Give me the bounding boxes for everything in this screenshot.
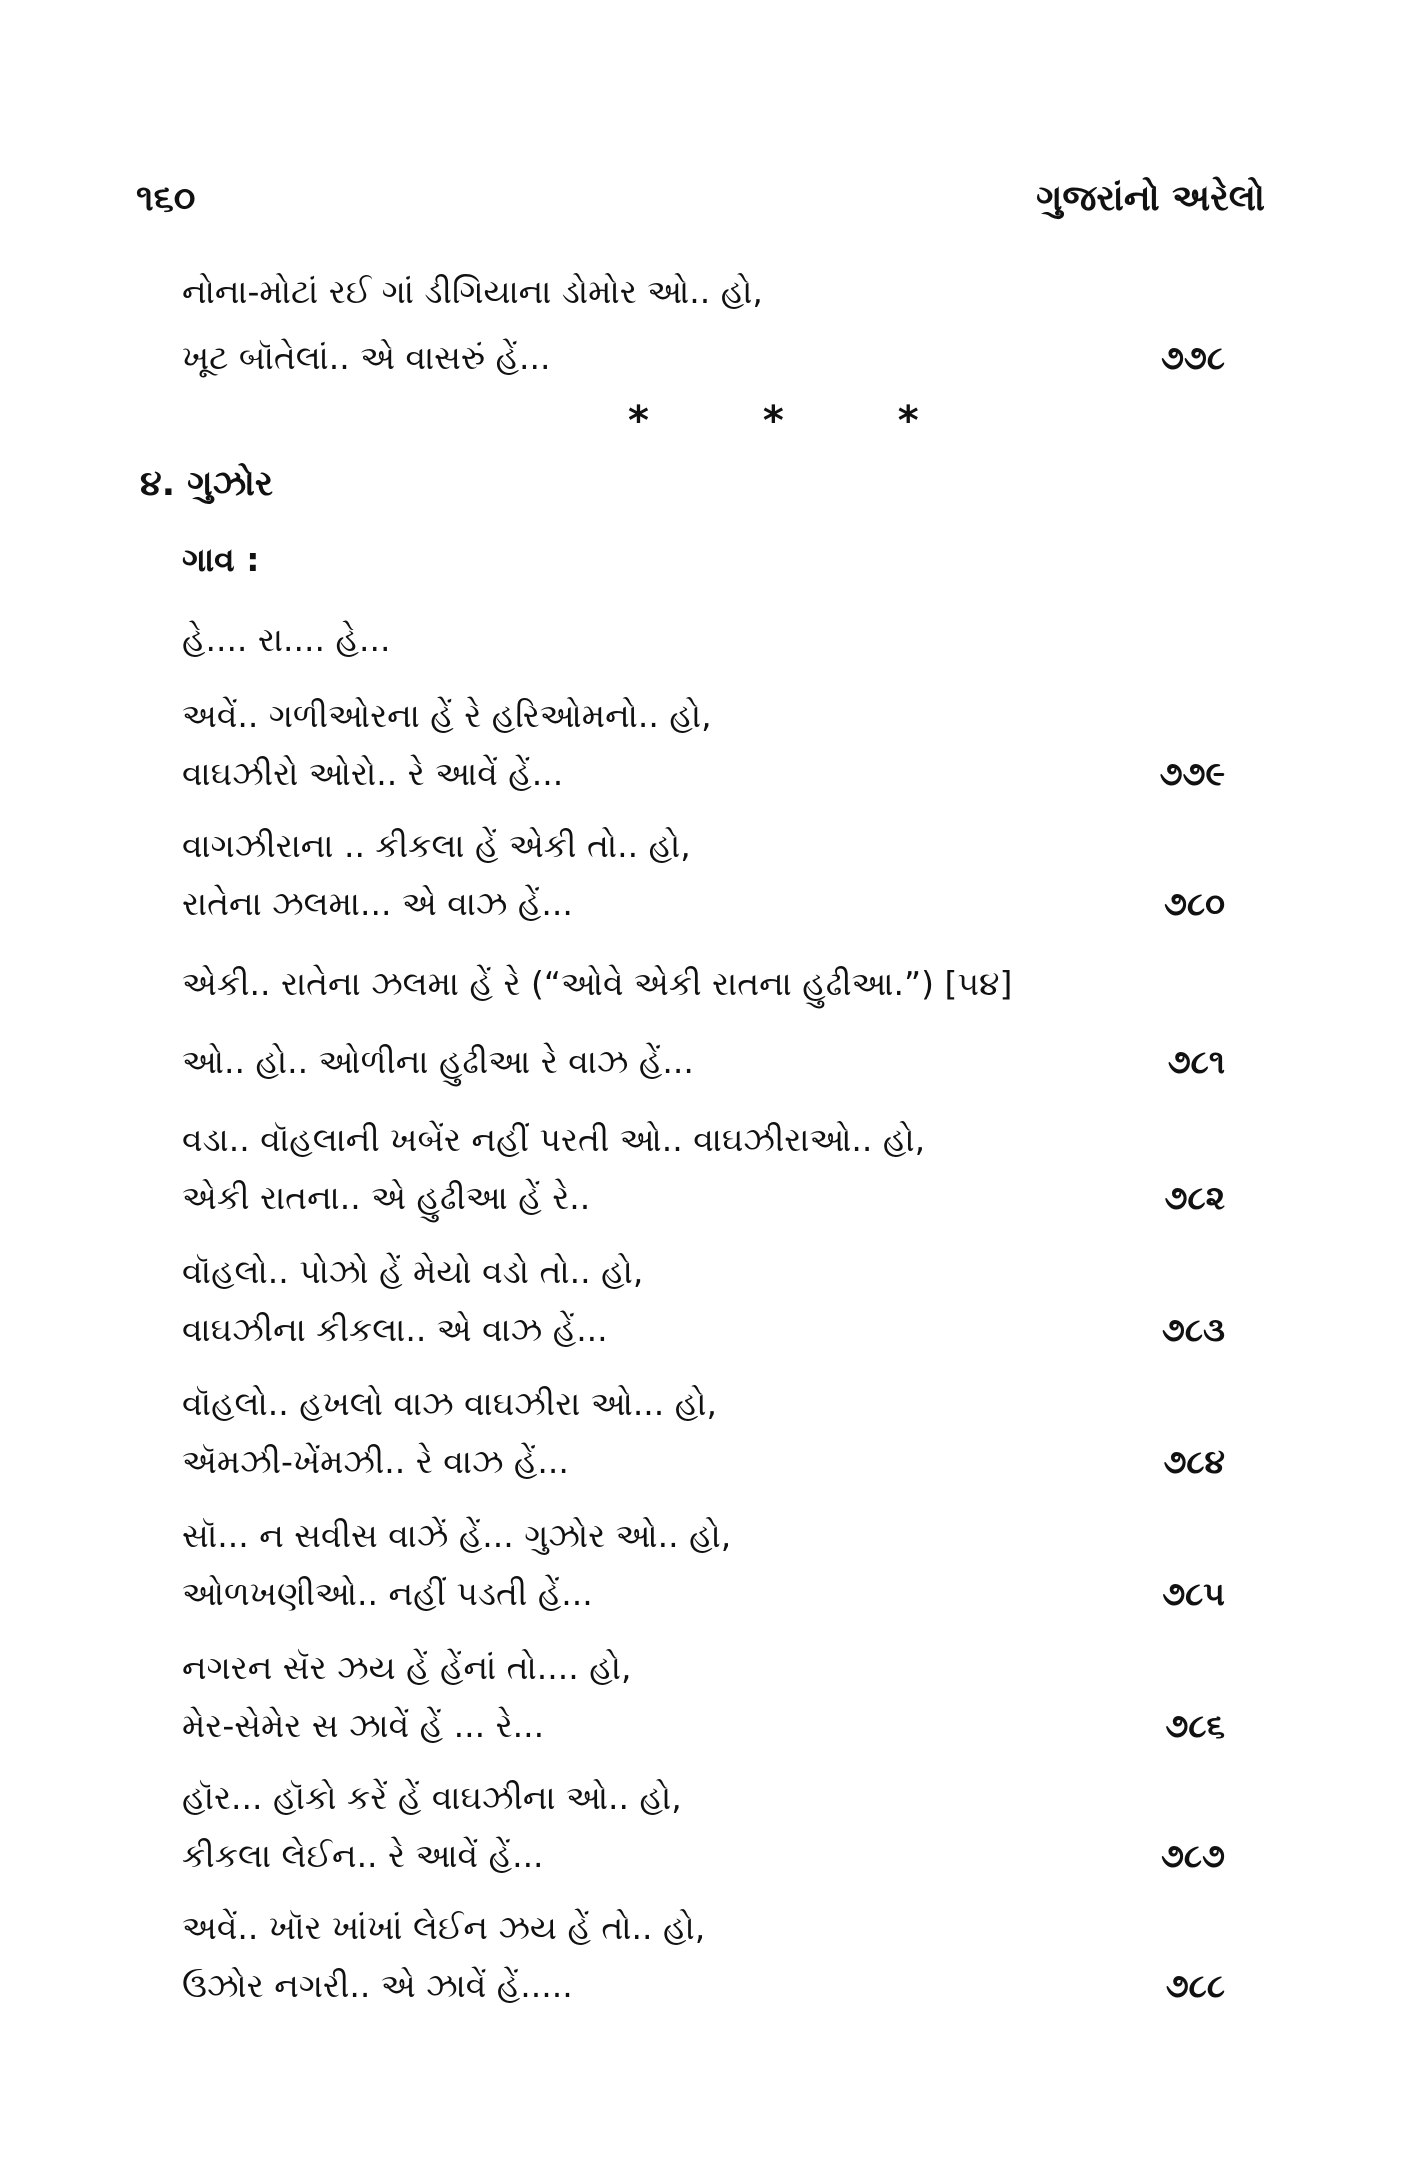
verse-number: ૭૮૦ [1164, 884, 1225, 923]
verse-line: ઉઝોર નગરી.. એ ઝાવેં હેં..... [182, 1966, 573, 2005]
opening-line: હે.... રા.... હે... [182, 620, 391, 659]
section-title: ૪. ગુઝોર [140, 464, 273, 504]
intro-line-2: ખૂટ બૉતેલાં.. એ વાસરું હેં... [182, 338, 551, 377]
verse-line: એકી રાતના.. એ હુઢીઆ હેં રે.. [182, 1178, 591, 1217]
verse-number: ૭૮૪ [1163, 1442, 1225, 1481]
verse-line: વૉહલો.. પોઝો હેં મેયો વડો તો.. હો, [182, 1252, 644, 1291]
verse-number: ૭૭૮ [1160, 338, 1225, 377]
verse-line: વડા.. વૉહલાની ખબેંર નહીં પરતી ઓ.. વાઘઝીરાઓ.. હો, [182, 1120, 926, 1159]
verse-line: હૉર... હૉકો કરેં હેં વાઘઝીના ઓ.. હો, [182, 1778, 682, 1817]
verse-line: અવેં.. ખૉર ખાંખાં લેઈન ઝય હેં તો.. હો, [182, 1908, 706, 1947]
page-header [136, 178, 1265, 230]
verse-number: ૭૮૩ [1161, 1310, 1225, 1349]
verse-line: રાતેના ઝલમા... એ વાઝ હેં... [182, 884, 573, 923]
verse-number: ૭૭૯ [1159, 754, 1225, 793]
verse-line: એકી.. રાતેના ઝલમા હેં રે (“ઓવે એકી રાતના હુઢીઆ.”) [૫૪] [182, 964, 1013, 1003]
section-separator: * * * [628, 398, 969, 444]
verse-line: નગરન સૅર ઝય હેં હેંનાં તો.... હો, [182, 1648, 632, 1687]
verse-number: ૭૮૬ [1165, 1706, 1225, 1745]
verse-line: વૉહલો.. હખલો વાઝ વાઘઝીરા ઓ... હો, [182, 1384, 717, 1423]
verse-line: કીકલા લેઈન.. રે આવેં હેં... [182, 1836, 544, 1875]
verse-line: અવેં.. ગળીઓરના હેં રે હરિઓમનો.. હો, [182, 696, 712, 735]
verse-line: સૉ... ન સવીસ વાઝેં હેં... ગુઝોર ઓ.. હો, [182, 1516, 732, 1555]
verse-line: વાગઝીરાના .. કીકલા હેં એકી તો.. હો, [182, 826, 691, 865]
verse-number: ૭૮૫ [1162, 1574, 1225, 1613]
page-number: ૧૬૦ [136, 178, 196, 219]
verse-line: ઓળખણીઓ.. નહીં પડતી હેં... [182, 1574, 593, 1613]
verse-number: ૭૮૨ [1164, 1178, 1225, 1217]
verse-number: ૭૮૧ [1167, 1042, 1225, 1081]
verse-line: મેર-સેમેર સ ઝાવેં હેં ... રે... [182, 1706, 545, 1745]
verse-line: ઓ.. હો.. ઓળીના હુઢીઆ રે વાઝ હેં... [182, 1042, 694, 1081]
verse-number: ૭૮૭ [1160, 1836, 1225, 1875]
verse-number: ૭૮૮ [1165, 1966, 1225, 2005]
verse-line: વાઘઝીના કીકલા.. એ વાઝ હેં... [182, 1310, 608, 1349]
verse-line: ઍમઝી-ખેંમઝી.. રે વાઝ હેં... [182, 1442, 569, 1481]
intro-line-1: નોના-મોટાં રઈ ગાં ડીગિયાના ડોમોર ઓ.. હો, [182, 272, 763, 311]
verse-line: વાઘઝીરો ઓરો.. રે આવેં હેં... [182, 754, 564, 793]
section-label: ગાવ : [182, 540, 260, 579]
running-title: ગુજરાંનો અરેલો [1036, 178, 1265, 219]
